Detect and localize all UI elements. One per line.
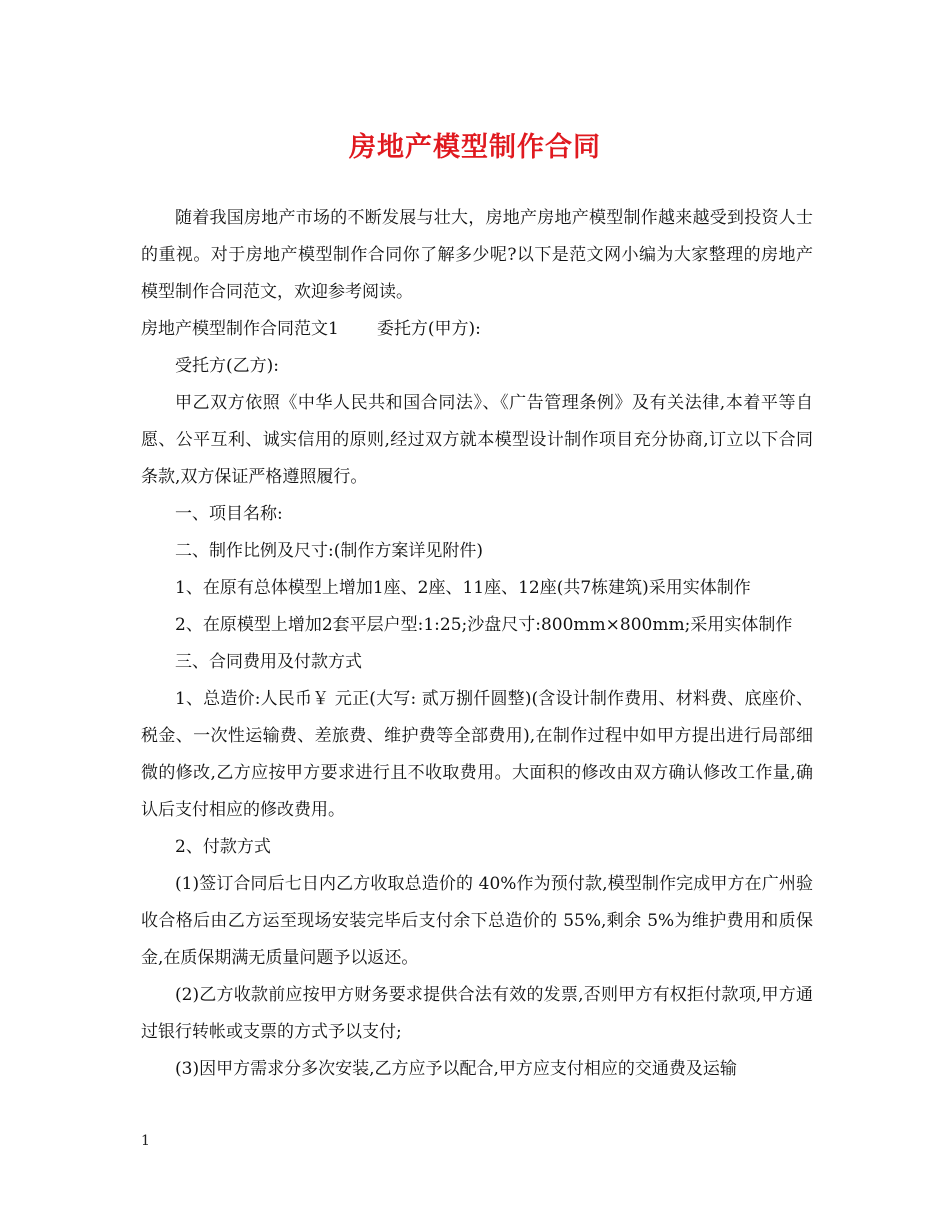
sample-heading: 房地产模型制作合同范文1 — [141, 319, 339, 339]
section-3-item-2: 2、付款方式 — [175, 837, 271, 857]
payment-clause-3: (3)因甲方需求分多次安装,乙方应予以配合,甲方应支付相应的交通费及运输 — [175, 1059, 737, 1079]
preamble-paragraph: 甲乙双方依照《中华人民共和国合同法》、《广告管理条例》及有关法律,本着平等自愿、公平互利、诚实信用的原则,经过双方就本模型设计制作项目充分协商,订立以下合同条款,双方保证严格遵照履行。 — [141, 393, 813, 487]
section-3-heading: 三、合同费用及付款方式 — [175, 652, 362, 672]
payment-clause-2: (2)乙方收款前应按甲方财务要求提供合法有效的发票,否则甲方有权拒付款项,甲方通过银行转帐或支票的方式予以支付; — [141, 985, 813, 1042]
party-b-label: 受托方(乙方): — [175, 356, 279, 376]
document-body — [141, 200, 813, 1088]
page-number: 1 — [141, 1133, 150, 1149]
document-title: 房地产模型制作合同 — [349, 132, 601, 163]
party-a-label: 委托方(甲方): — [376, 319, 481, 339]
section-3-item-1: 1、总造价:人民币￥ 元正(大写: 贰万捌仟圆整)(含设计制作费用、材料费、底座价、税金、一次性运输费、差旅费、维护费等全部费用),在制作过程中如甲方提出进行局部细微的修改,乙方应按甲方要求进行且不收取费用。大面积的修改由双方确认修改工作量,确认后支付相应的修改费用。 — [141, 689, 813, 820]
payment-clause-1: (1)签订合同后七日内乙方收取总造价的 40%作为预付款,模型制作完成甲方在广州验收合格后由乙方运至现场安装完毕后支付余下总造价的 55%,剩余 5%为维护费用和质保金,在质保期满无质量问题予以返还。 — [141, 874, 813, 968]
section-2-item-2: 2、在原模型上增加2套平层户型:1:25;沙盘尺寸:800mm×800mm;采用实体制作 — [175, 615, 793, 635]
section-2-item-1: 1、在原有总体模型上增加1座、2座、11座、12座(共7栋建筑)采用实体制作 — [175, 578, 751, 598]
section-1-heading: 一、项目名称: — [175, 504, 283, 524]
sample-heading-line — [141, 311, 813, 348]
section-2-heading: 二、制作比例及尺寸:(制作方案详见附件) — [175, 541, 483, 561]
intro-paragraph: 随着我国房地产市场的不断发展与壮大，房地产房地产模型制作越来越受到投资人士的重视。对于房地产模型制作合同你了解多少呢?以下是范文网小编为大家整理的房地产模型制作合同范文，欢迎参考阅读。 — [141, 208, 813, 302]
